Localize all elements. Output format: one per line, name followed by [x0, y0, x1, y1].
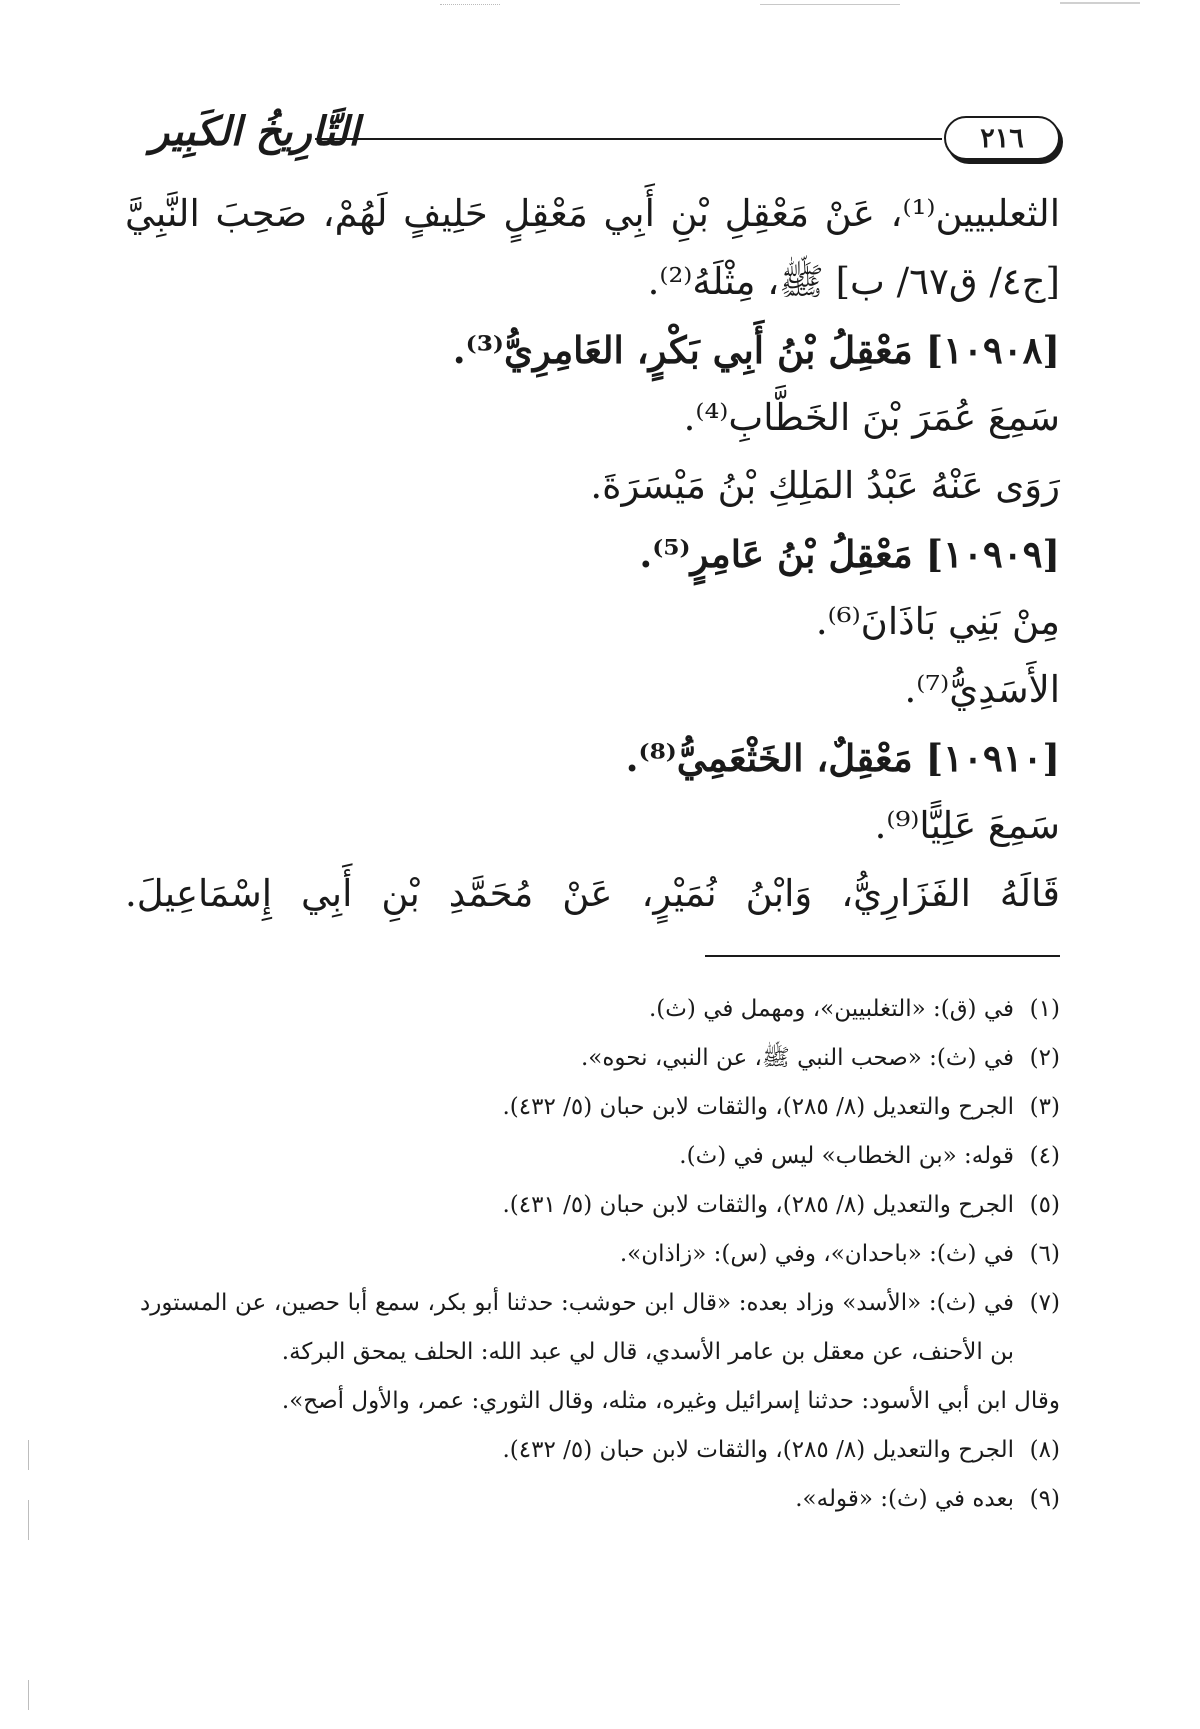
- main-text: [125, 180, 1060, 928]
- footnotes: [140, 985, 1060, 1524]
- text-line: الأَسَدِيُّ⁽⁷⁾.: [904, 668, 1060, 711]
- footnote-text: بعده في (ث): «قوله».: [795, 1486, 1014, 1512]
- scan-mark: [440, 4, 500, 6]
- footnote-text: الجرح والتعديل (٨/ ٢٨٥)، والثقات لابن حبان (٥/ ٤٣١).: [502, 1192, 1014, 1218]
- footnote-text: في (ث): «باحدان»، وفي (س): «زاذان».: [619, 1241, 1014, 1267]
- footnote: [140, 985, 1060, 1034]
- book-title: التَّارِيخُ الكَبِير: [150, 108, 360, 155]
- text-line: قَالَهُ الفَزَارِيُّ، وَابْنُ نُمَيْرٍ، عَنْ مُحَمَّدِ بْنِ أَبِي إِسْمَاعِيلَ.: [125, 872, 1060, 915]
- footnote-number: (٦): [1029, 1241, 1060, 1267]
- text-line: رَوَى عَنْهُ عَبْدُ المَلِكِ بْنُ مَيْسَرَةَ.: [590, 464, 1060, 507]
- scan-edge-mark: [28, 1680, 29, 1710]
- footnote-number: (٩): [1029, 1486, 1060, 1512]
- footnote: [140, 1426, 1060, 1475]
- scan-mark: [1060, 2, 1140, 4]
- text-line: مِنْ بَنِي بَاذَانَ⁽⁶⁾.: [815, 600, 1060, 643]
- scan-mark: [760, 4, 900, 6]
- footnote-number: (١): [1029, 996, 1060, 1022]
- footnote-number: (٧): [1029, 1290, 1060, 1316]
- footnote-number: (٥): [1029, 1192, 1060, 1218]
- footnote-continuation: [140, 1377, 1060, 1426]
- text-line: [ج٤/ ق٦٧/ ب] ﷺ، مِثْلَهُ⁽²⁾.: [647, 260, 1060, 303]
- footnote: [140, 1083, 1060, 1132]
- footnote-text: في (ق): «التغلبيين»، ومهمل في (ث).: [648, 996, 1014, 1022]
- footnote-number: (٤): [1029, 1143, 1060, 1169]
- text-line: سَمِعَ عَلِيًّا⁽⁹⁾.: [874, 804, 1060, 847]
- footnote-divider: [705, 955, 1060, 957]
- footnote-text: الجرح والتعديل (٨/ ٢٨٥)، والثقات لابن حبان (٥/ ٤٣٢).: [502, 1094, 1014, 1120]
- text-line: سَمِعَ عُمَرَ بْنَ الخَطَّابِ⁽⁴⁾.: [683, 396, 1060, 439]
- scan-edge-mark: [28, 1440, 29, 1470]
- footnote: [140, 1279, 1060, 1377]
- entry-heading: [١٠٩٠٩] مَعْقِلُ بْنُ عَامِرٍ⁽⁵⁾.: [639, 532, 1060, 576]
- footnote-text: الجرح والتعديل (٨/ ٢٨٥)، والثقات لابن حبان (٥/ ٤٣٢).: [502, 1437, 1014, 1463]
- footnote: [140, 1034, 1060, 1083]
- footnote-number: (٨): [1029, 1437, 1060, 1463]
- footnote: [140, 1230, 1060, 1279]
- header-rule: [315, 138, 942, 140]
- page-header: [150, 108, 1060, 172]
- footnote: [140, 1132, 1060, 1181]
- footnote-text: قوله: «بن الخطاب» ليس في (ث).: [679, 1143, 1014, 1169]
- text-line: الثعلبيين⁽¹⁾، عَنْ مَعْقِلِ بْنِ أَبِي مَعْقِلٍ حَلِيفٍ لَهُمْ، صَحِبَ النَّبِيَّ: [125, 192, 1060, 235]
- entry-heading: [١٠٩٠٨] مَعْقِلُ بْنُ أَبِي بَكْرٍ، العَامِرِيُّ⁽³⁾.: [452, 328, 1060, 372]
- footnote-text: في (ث): «صحب النبي ﷺ، عن النبي، نحوه».: [580, 1045, 1014, 1071]
- entry-heading: [١٠٩١٠] مَعْقِلٌ، الخَثْعَمِيُّ⁽⁸⁾.: [625, 736, 1060, 780]
- footnote: [140, 1181, 1060, 1230]
- footnote-text: في (ث): «الأسد» وزاد بعده: «قال ابن حوشب: حدثنا أبو بكر، سمع أبا حصين، عن المستورد بن الأحنف، عن معقل بن عامر الأسدي، قال لي عبد الله: الحلف يمحق البركة.: [140, 1290, 1014, 1365]
- scan-edge-mark: [28, 1500, 29, 1540]
- footnote-number: (٣): [1029, 1094, 1060, 1120]
- footnote-number: (٢): [1029, 1045, 1060, 1071]
- footnote-text: وقال ابن أبي الأسود: حدثنا إسرائيل وغيره، مثله، وقال الثوري: عمر، والأول أصح».: [281, 1388, 1060, 1414]
- footnote: [140, 1475, 1060, 1524]
- page-number: ٢١٦: [944, 116, 1060, 160]
